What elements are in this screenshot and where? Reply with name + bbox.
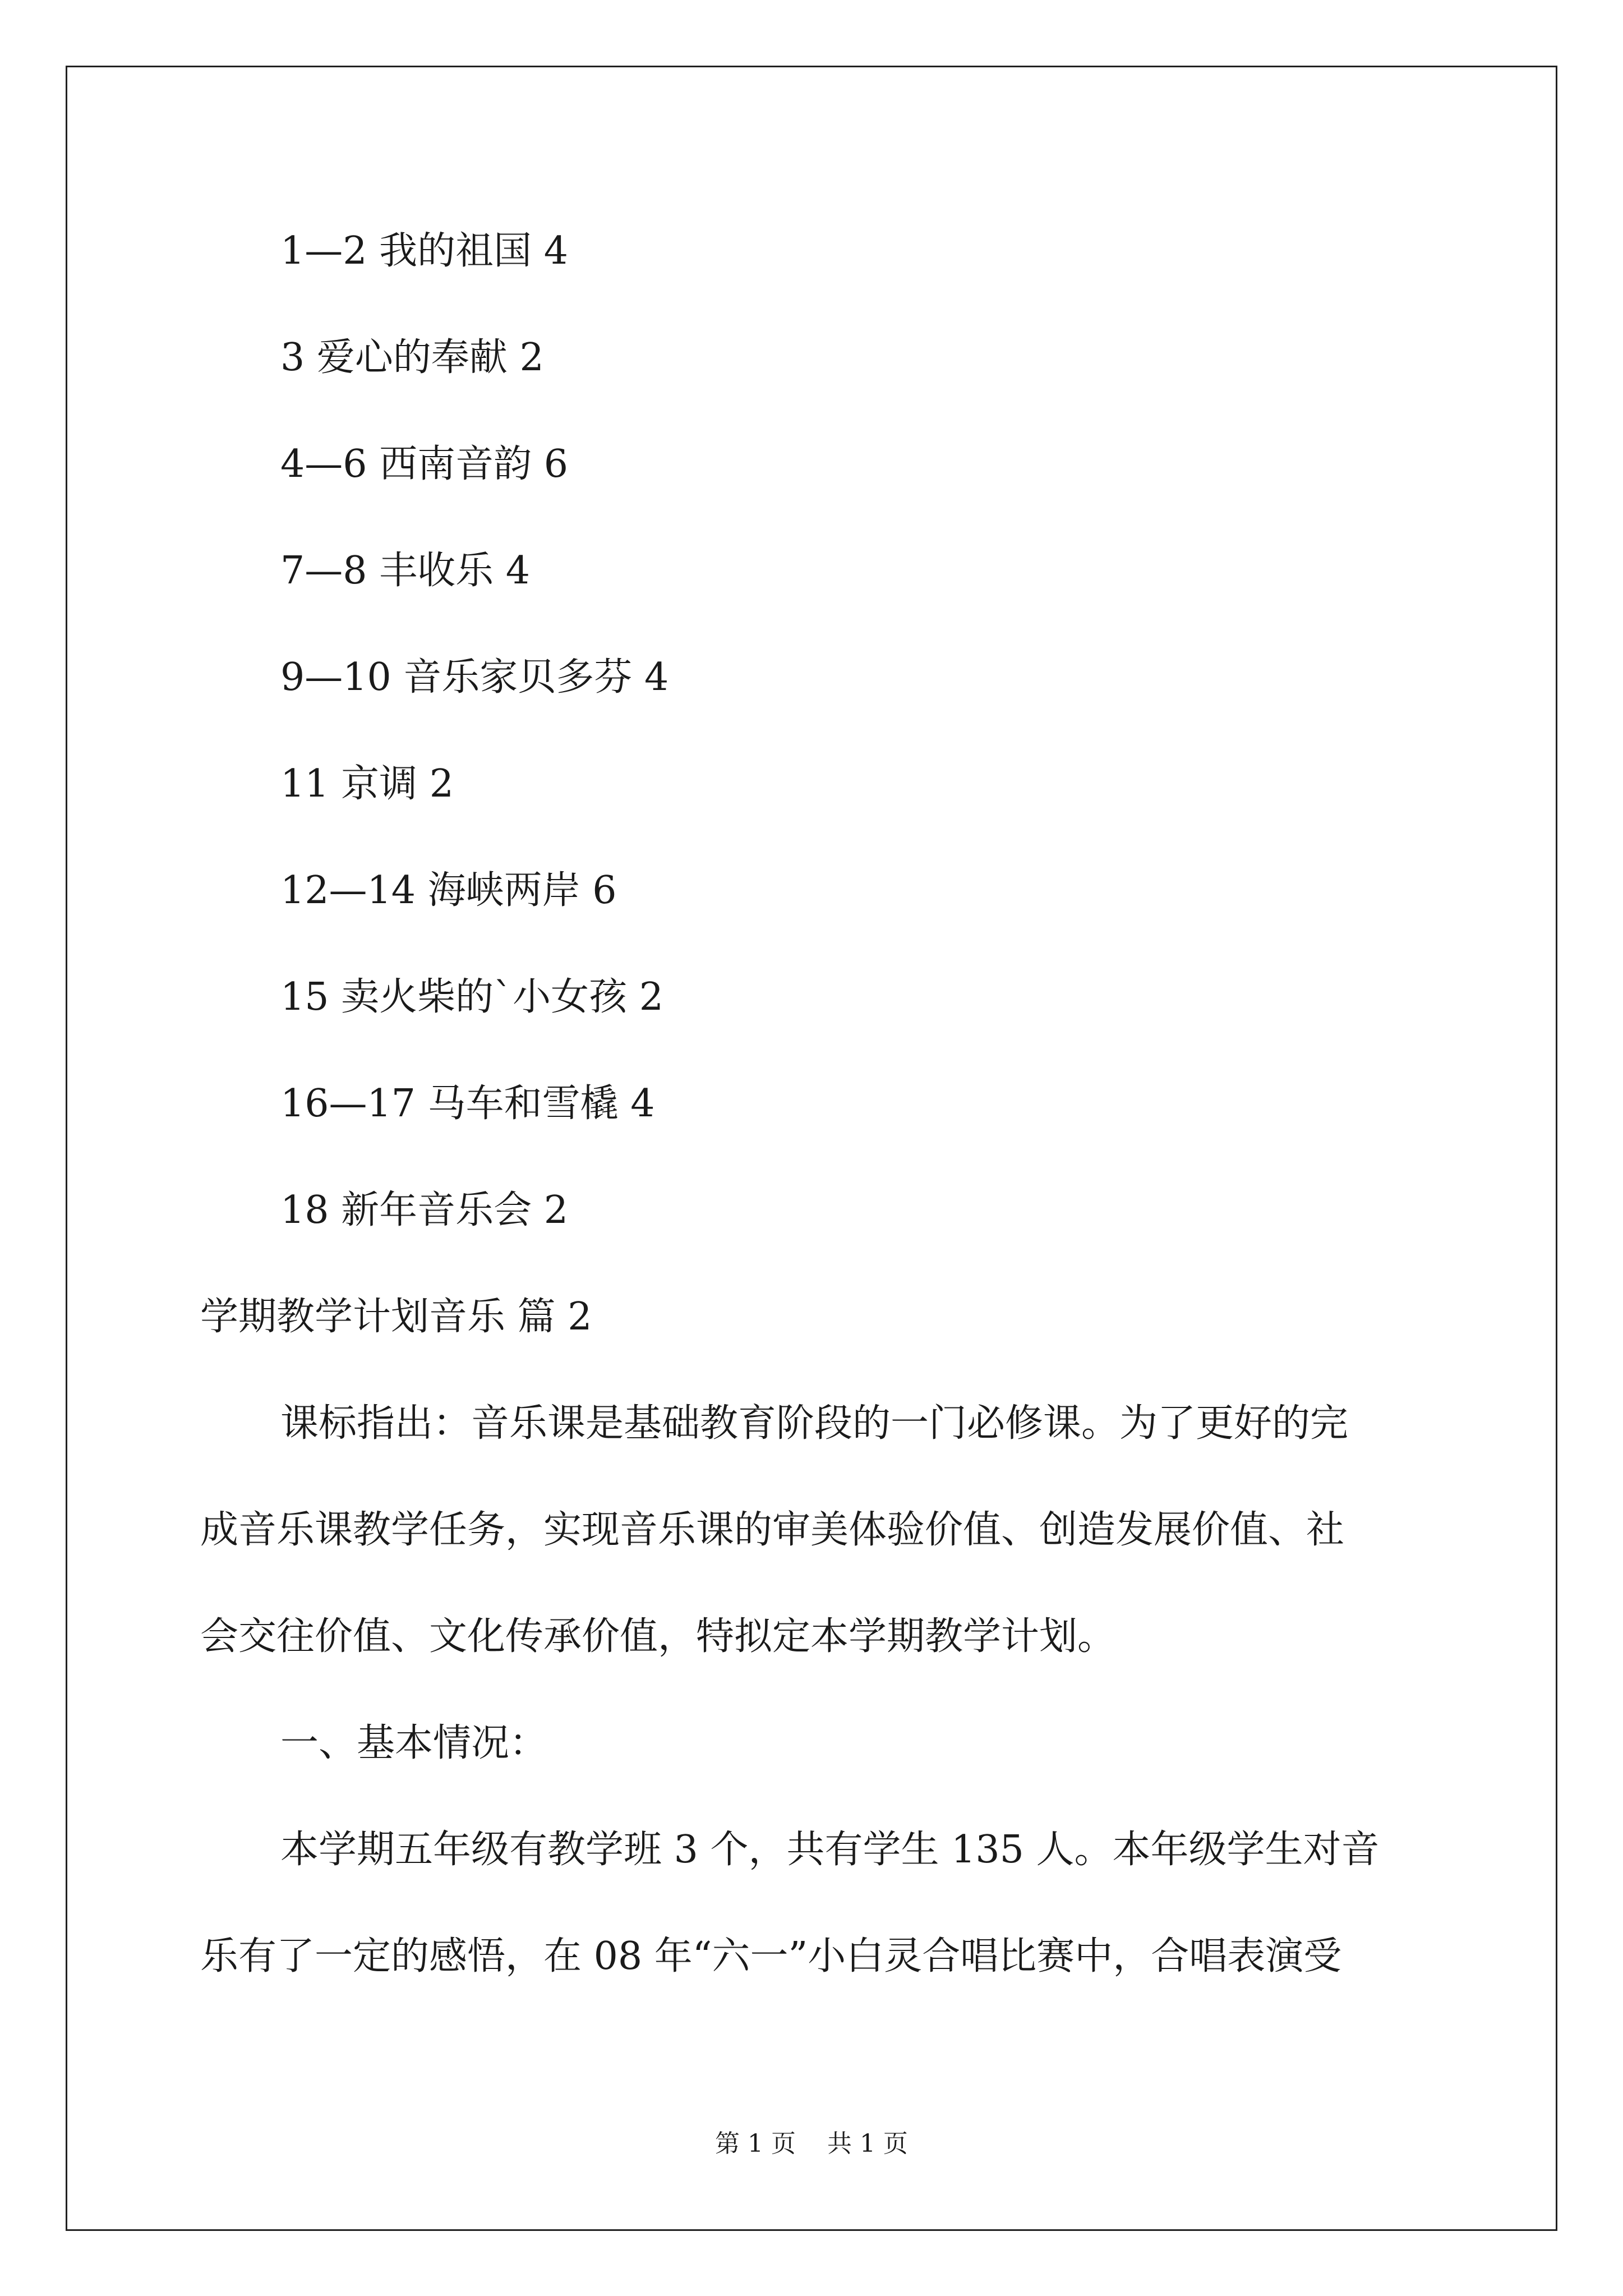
lesson-line-3: 4—6 西南音韵 6	[280, 442, 569, 486]
lesson-line-8: 15 卖火柴的`小女孩 2	[280, 975, 664, 1019]
subheading-basic-situation: 一、基本情况：	[280, 1721, 548, 1765]
lesson-line-9: 16—17 马车和雪橇 4	[280, 1082, 655, 1126]
page-footer: 第 1 页 共 1 页	[715, 2129, 908, 2158]
section-heading: 学期教学计划音乐 篇 2	[200, 1295, 592, 1339]
body-paragraph-2-line-2: 乐有了一定的感悟，在 08 年“六一”小白灵合唱比赛中，合唱表演受	[200, 1934, 1342, 1978]
lesson-line-7: 12—14 海峡两岸 6	[280, 868, 617, 913]
body-paragraph-2-line-1: 本学期五年级有教学班 3 个，共有学生 135 人。本年级学生对音	[280, 1828, 1380, 1872]
page-border	[66, 66, 1557, 2231]
body-paragraph-1-line-1: 课标指出：音乐课是基础教育阶段的一门必修课。为了更好的完	[280, 1401, 1349, 1446]
body-paragraph-1-line-3: 会交往价值、文化传承价值，特拟定本学期教学计划。	[200, 1614, 1116, 1659]
lesson-line-4: 7—8 丰收乐 4	[280, 549, 531, 593]
lesson-line-6: 11 京调 2	[280, 762, 454, 806]
lesson-line-10: 18 新年音乐会 2	[280, 1188, 569, 1232]
lesson-line-1: 1—2 我的祖国 4	[280, 229, 569, 273]
body-paragraph-1-line-2: 成音乐课教学任务，实现音乐课的审美体验价值、创造发展价值、社	[200, 1508, 1345, 1552]
lesson-line-2: 3 爱心的奉献 2	[280, 335, 544, 380]
lesson-line-5: 9—10 音乐家贝多芬 4	[280, 655, 669, 700]
